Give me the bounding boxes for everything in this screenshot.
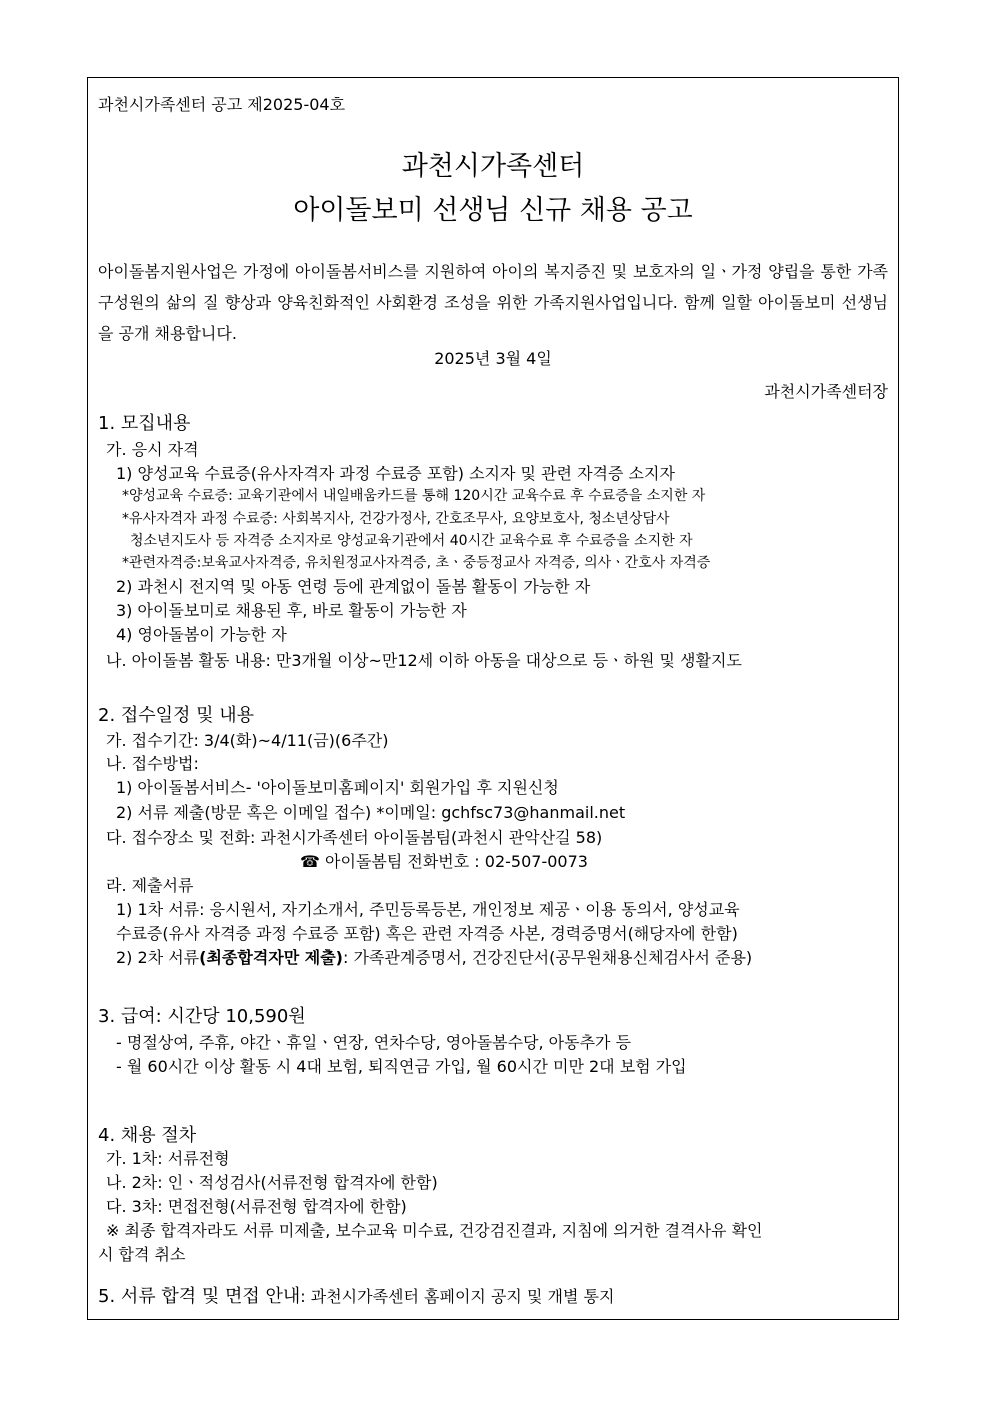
section-3-heading: 3. 급여: 시간당 10,590원	[98, 1006, 306, 1027]
s4-step-2: 나. 2차: 인ㆍ적성검사(서류전형 합격자에 한함)	[106, 1173, 438, 1192]
s1-note-2-cont: 청소년지도사 등 자격증 소지자로 양성교육기관에서 40시간 교육수료 후 수료증을 소지한 자	[130, 533, 693, 549]
section-5-heading: 5. 서류 합격 및 면접 안내	[98, 1286, 301, 1307]
s2-doc-1-cont: 수료증(유사 자격증 과정 수료증 포함) 혹은 관련 자격증 사본, 경력증명서(해당자에 한함)	[116, 924, 738, 943]
notice-date: 2025년 3월 4일	[434, 349, 552, 368]
s1-qualification: 가. 응시 자격	[106, 440, 199, 459]
section-5-text: : 과천시가족센터 홈페이지 공지 및 개별 통지	[300, 1287, 615, 1306]
s2-method-1: 1) 아이돌봄서비스- '아이돌보미홈페이지' 회원가입 후 지원신청	[116, 778, 559, 797]
s2-method-2: 2) 서류 제출(방문 혹은 이메일 접수) *이메일: gchfsc73@hanmail.net	[116, 803, 626, 822]
notice-frame	[87, 77, 899, 1320]
intro-paragraph: 아이돌봄지원사업은 가정에 아이돌봄서비스를 지원하여 아이의 복지증진 및 보호자의 일ㆍ가정 양립을 통한 가족구성원의 삶의 질 향상과 양육친화적인 사회환경 조성을 위한 가족지원사업입니다. 함께 일할 아이돌보미 선생님을 공개 채용합니다.	[98, 262, 888, 343]
s3-benefit-2: - 월 60시간 이상 활동 시 4대 보험, 퇴직연금 가입, 월 60시간 미만 2대 보험 가입	[116, 1057, 687, 1076]
s4-note-cont: 시 합격 취소	[98, 1245, 186, 1264]
s2-doc-2-label: 2) 2차 서류	[116, 948, 200, 967]
s2-documents: 라. 제출서류	[106, 876, 194, 895]
s3-benefit-1: - 명절상여, 주휴, 야간ㆍ휴일ㆍ연장, 연차수당, 영아돌봄수당, 아동추가 등	[116, 1033, 632, 1052]
title-line-2: 아이돌보미 선생님 신규 채용 공고	[293, 195, 693, 226]
notice-number: 과천시가족센터 공고 제2025-04호	[98, 95, 346, 114]
s2-phone-text: 아이돌봄팀 전화번호 : 02-507-0073	[325, 852, 588, 871]
phone-icon: ☎	[300, 852, 320, 871]
s2-doc-2	[116, 945, 752, 968]
s1-item-1: 1) 양성교육 수료증(유사자격자 과정 수료증 포함) 소지자 및 관련 자격증 소지자	[116, 464, 675, 483]
section-4-heading: 4. 채용 절차	[98, 1125, 197, 1146]
s2-doc-1: 1) 1차 서류: 응시원서, 자기소개서, 주민등록등본, 개인정보 제공ㆍ이용 동의서, 양성교육	[116, 900, 740, 919]
title-line-1: 과천시가족센터	[401, 151, 585, 182]
section-2-heading: 2. 접수일정 및 내용	[98, 705, 255, 726]
signer: 과천시가족센터장	[764, 382, 888, 401]
section-1-heading: 1. 모집내용	[98, 413, 191, 434]
s2-location: 다. 접수장소 및 전화: 과천시가족센터 아이돌봄팀(과천시 관악산길 58)	[106, 828, 603, 847]
s1-note-2: *유사자격자 과정 수료증: 사회복지사, 건강가정사, 간호조무사, 요양보호사, 청소년상담사	[122, 511, 670, 527]
s4-step-1: 가. 1차: 서류전형	[106, 1149, 230, 1168]
s1-activity: 나. 아이돌봄 활동 내용: 만3개월 이상~만12세 이하 아동을 대상으로 등ㆍ하원 및 생활지도	[106, 651, 742, 670]
s4-step-3: 다. 3차: 면접전형(서류전형 합격자에 한함)	[106, 1197, 407, 1216]
section-5	[98, 1282, 614, 1308]
s4-note: ※ 최종 합격자라도 서류 미제출, 보수교육 미수료, 건강검진결과, 지침에 의거한 결격사유 확인	[106, 1221, 763, 1240]
s2-doc-2-list: : 가족관계증명서, 건강진단서(공무원채용신체검사서 준용)	[343, 948, 753, 967]
s1-item-2: 2) 과천시 전지역 및 아동 연령 등에 관계없이 돌봄 활동이 가능한 자	[116, 577, 591, 596]
s1-note-1: *양성교육 수료증: 교육기관에서 내일배움카드를 통해 120시간 교육수료 후 수료증을 소지한 자	[122, 488, 706, 504]
s1-note-3: *관련자격증:보육교사자격증, 유치원정교사자격증, 초ㆍ중등정교사 자격증, 의사ㆍ간호사 자격증	[122, 555, 711, 571]
s1-item-4: 4) 영아돌봄이 가능한 자	[116, 625, 287, 644]
s2-phone	[300, 849, 588, 872]
s2-method: 나. 접수방법:	[106, 754, 199, 773]
s1-item-3: 3) 아이돌보미로 채용된 후, 바로 활동이 가능한 자	[116, 601, 467, 620]
s2-doc-2-final-only: (최종합격자만 제출)	[199, 948, 343, 967]
s2-period: 가. 접수기간: 3/4(화)~4/11(금)(6주간)	[106, 731, 389, 750]
